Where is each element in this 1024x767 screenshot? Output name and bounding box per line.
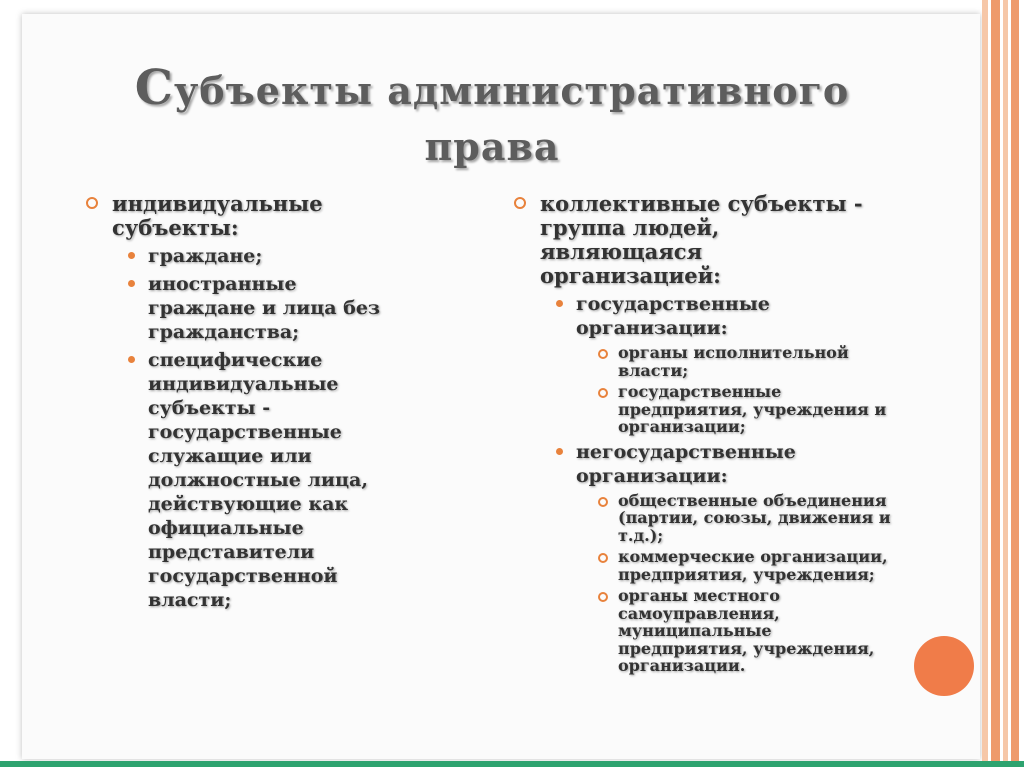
right-heading-item bbox=[512, 192, 952, 288]
list-item bbox=[128, 244, 484, 268]
ring-bullet-icon bbox=[86, 197, 98, 209]
left-heading: индивидуальные субъекты: bbox=[112, 191, 323, 240]
sub-item-text: органы местного самоуправления, муниципальные предприятия, учреждения, организации. bbox=[618, 586, 875, 675]
decorative-circle bbox=[914, 636, 974, 696]
stripe bbox=[1011, 0, 1019, 767]
dot-bullet-icon bbox=[128, 356, 135, 363]
stripe bbox=[1003, 0, 1008, 767]
list-item bbox=[128, 272, 484, 344]
list-item bbox=[598, 548, 952, 583]
left-heading-item bbox=[84, 192, 484, 240]
group-non-state-organizations bbox=[556, 440, 952, 488]
list-item bbox=[598, 492, 952, 545]
slide-frame bbox=[22, 14, 980, 759]
ring-bullet-icon bbox=[514, 197, 526, 209]
right-column bbox=[512, 192, 952, 675]
slide-title bbox=[82, 60, 902, 175]
decorative-stripes bbox=[982, 0, 1024, 767]
ring-bullet-icon bbox=[598, 592, 608, 602]
bottom-accent-bar bbox=[0, 761, 1024, 767]
dot-bullet-icon bbox=[128, 252, 135, 259]
left-item-text: граждане; bbox=[148, 245, 263, 267]
ring-bullet-icon bbox=[598, 388, 608, 398]
list-item bbox=[598, 344, 952, 379]
stripe bbox=[982, 0, 988, 767]
left-item-text: специфические индивидуальные субъекты - государственные служащие или должностные лица, действующие как официальные представители государственной власти; bbox=[148, 349, 368, 611]
right-heading: коллективные субъекты - группа людей, являющаяся организацией: bbox=[540, 191, 863, 288]
left-column bbox=[84, 192, 484, 612]
list-item bbox=[598, 587, 952, 675]
title-line2: права bbox=[424, 124, 560, 169]
sub-item-text: коммерческие организации, предприятия, учреждения; bbox=[618, 547, 888, 584]
sub-item-text: органы исполнительной власти; bbox=[618, 343, 849, 380]
sub-item-text: общественные объединения (партии, союзы, движения и т.д.); bbox=[618, 490, 891, 545]
title-initial: С bbox=[134, 60, 174, 116]
list-item bbox=[598, 383, 952, 436]
group-label: государственные организации: bbox=[576, 293, 770, 339]
title-line1: убъекты административного bbox=[173, 68, 850, 113]
group-label: негосударственные организации: bbox=[576, 440, 796, 487]
left-item-text: иностранные граждане и лица без гражданства; bbox=[148, 273, 381, 343]
dot-bullet-icon bbox=[556, 300, 563, 307]
stripe bbox=[991, 0, 1000, 767]
ring-bullet-icon bbox=[598, 497, 608, 507]
list-item bbox=[128, 348, 484, 612]
ring-bullet-icon bbox=[598, 349, 608, 359]
group-state-organizations bbox=[556, 292, 952, 340]
ring-bullet-icon bbox=[598, 553, 608, 563]
sub-item-text: государственные предприятия, учреждения и организации; bbox=[618, 382, 887, 436]
dot-bullet-icon bbox=[128, 280, 135, 287]
dot-bullet-icon bbox=[556, 448, 563, 455]
